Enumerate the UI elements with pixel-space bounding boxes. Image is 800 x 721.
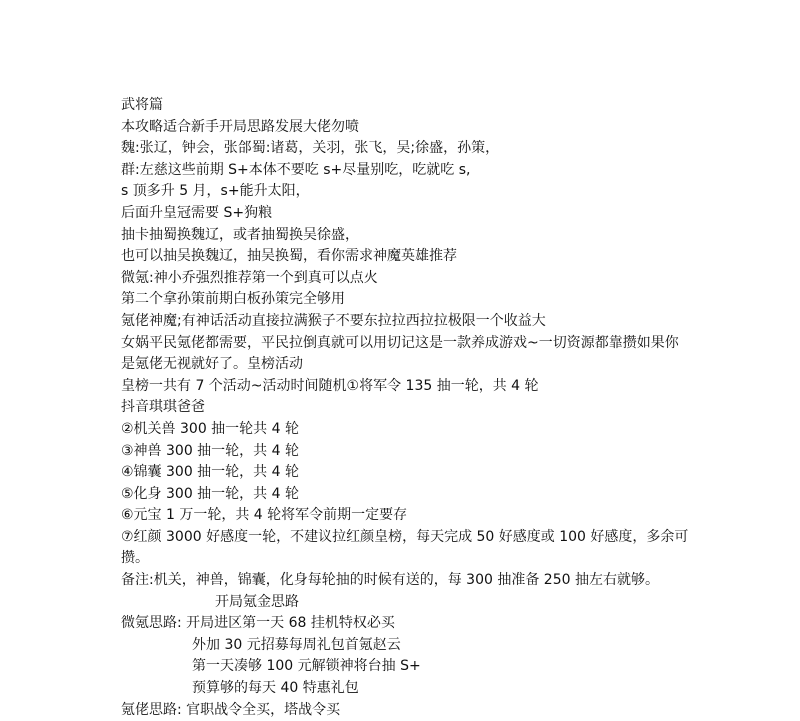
text-line: 也可以抽吴换魏辽，抽吴换蜀，看你需求神魔英雄推荐 xyxy=(121,248,457,265)
plan-item: 外加 30 元招募每周礼包首氪赵云 xyxy=(192,636,401,653)
plan-item: 第一天凑够 100 元解锁神将台抽 S+ xyxy=(192,658,421,675)
text-line: 抖音琪琪爸爸 xyxy=(121,399,205,416)
list-item: ⑦红颜 3000 好感度一轮，不建议拉红颜皇榜，每天完成 50 好感度或 100 好感度，多余可攒。 xyxy=(121,528,689,567)
text-line: 微氪:神小乔强烈推荐第一个到真可以点火 xyxy=(121,269,378,286)
plan-item: 官职战令全买，塔战令买 xyxy=(186,701,341,718)
list-item: ⑤化身 300 抽一轮，共 4 轮 xyxy=(121,485,299,502)
plan-row xyxy=(121,700,691,721)
text-line: 后面升皇冠需要 S+狗粮 xyxy=(121,204,273,221)
plan-item: 开局进区第一天 68 挂机特权必买 xyxy=(186,615,395,632)
text-line: 抽卡抽蜀换魏辽，或者抽蜀换吴徐盛， xyxy=(121,226,359,243)
text-line: s 顶多升 5 月，s+能升太阳， xyxy=(121,183,310,200)
text-line: 皇榜一共有 7 个活动~活动时间随机①将军令 135 抽一轮，共 4 轮 xyxy=(121,377,539,394)
list-item: ②机关兽 300 抽一轮共 4 轮 xyxy=(121,420,299,437)
text-line: 本攻略适合新手开局思路发展大佬勿喷 xyxy=(121,118,359,135)
plan-item: 预算够的每天 40 特惠礼包 xyxy=(192,680,359,697)
document xyxy=(121,95,691,721)
note-line: 备注:机关，神兽，锦囊，化身每轮抽的时候有送的，每 300 抽准备 250 抽左右就够。 xyxy=(121,572,659,589)
plan-label: 氪佬思路: xyxy=(121,701,182,718)
list-item: ③神兽 300 抽一轮，共 4 轮 xyxy=(121,442,299,459)
section-title: 开局氪金思路 xyxy=(215,593,299,610)
plan-label: 微氪思路: xyxy=(121,615,182,632)
text-line: 第二个拿孙策前期白板孙策完全够用 xyxy=(121,291,345,308)
text-line: 魏:张辽，钟会，张郃蜀:诸葛，关羽，张飞，吴;徐盛，孙策， xyxy=(121,140,500,157)
text-line: 氪佬神魔;有神话活动直接拉满猴子不要东拉拉西拉拉极限一个收益大 xyxy=(121,312,546,329)
text-line: 群:左慈这些前期 S+本体不要吃 s+尽量别吃，吃就吃 s, xyxy=(121,161,471,178)
list-item: ⑥元宝 1 万一轮，共 4 轮将军令前期一定要存 xyxy=(121,507,408,524)
text-paragraph: 女娲平民氪佬都需要，平民拉倒真就可以用切记这是一款养成游戏~一切资源都靠攒如果你是氪佬无视就好了。皇榜活动 xyxy=(121,334,679,373)
document-title: 武将篇 xyxy=(121,97,163,113)
plan-row xyxy=(121,613,691,635)
list-item: ④锦囊 300 抽一轮，共 4 轮 xyxy=(121,464,299,481)
